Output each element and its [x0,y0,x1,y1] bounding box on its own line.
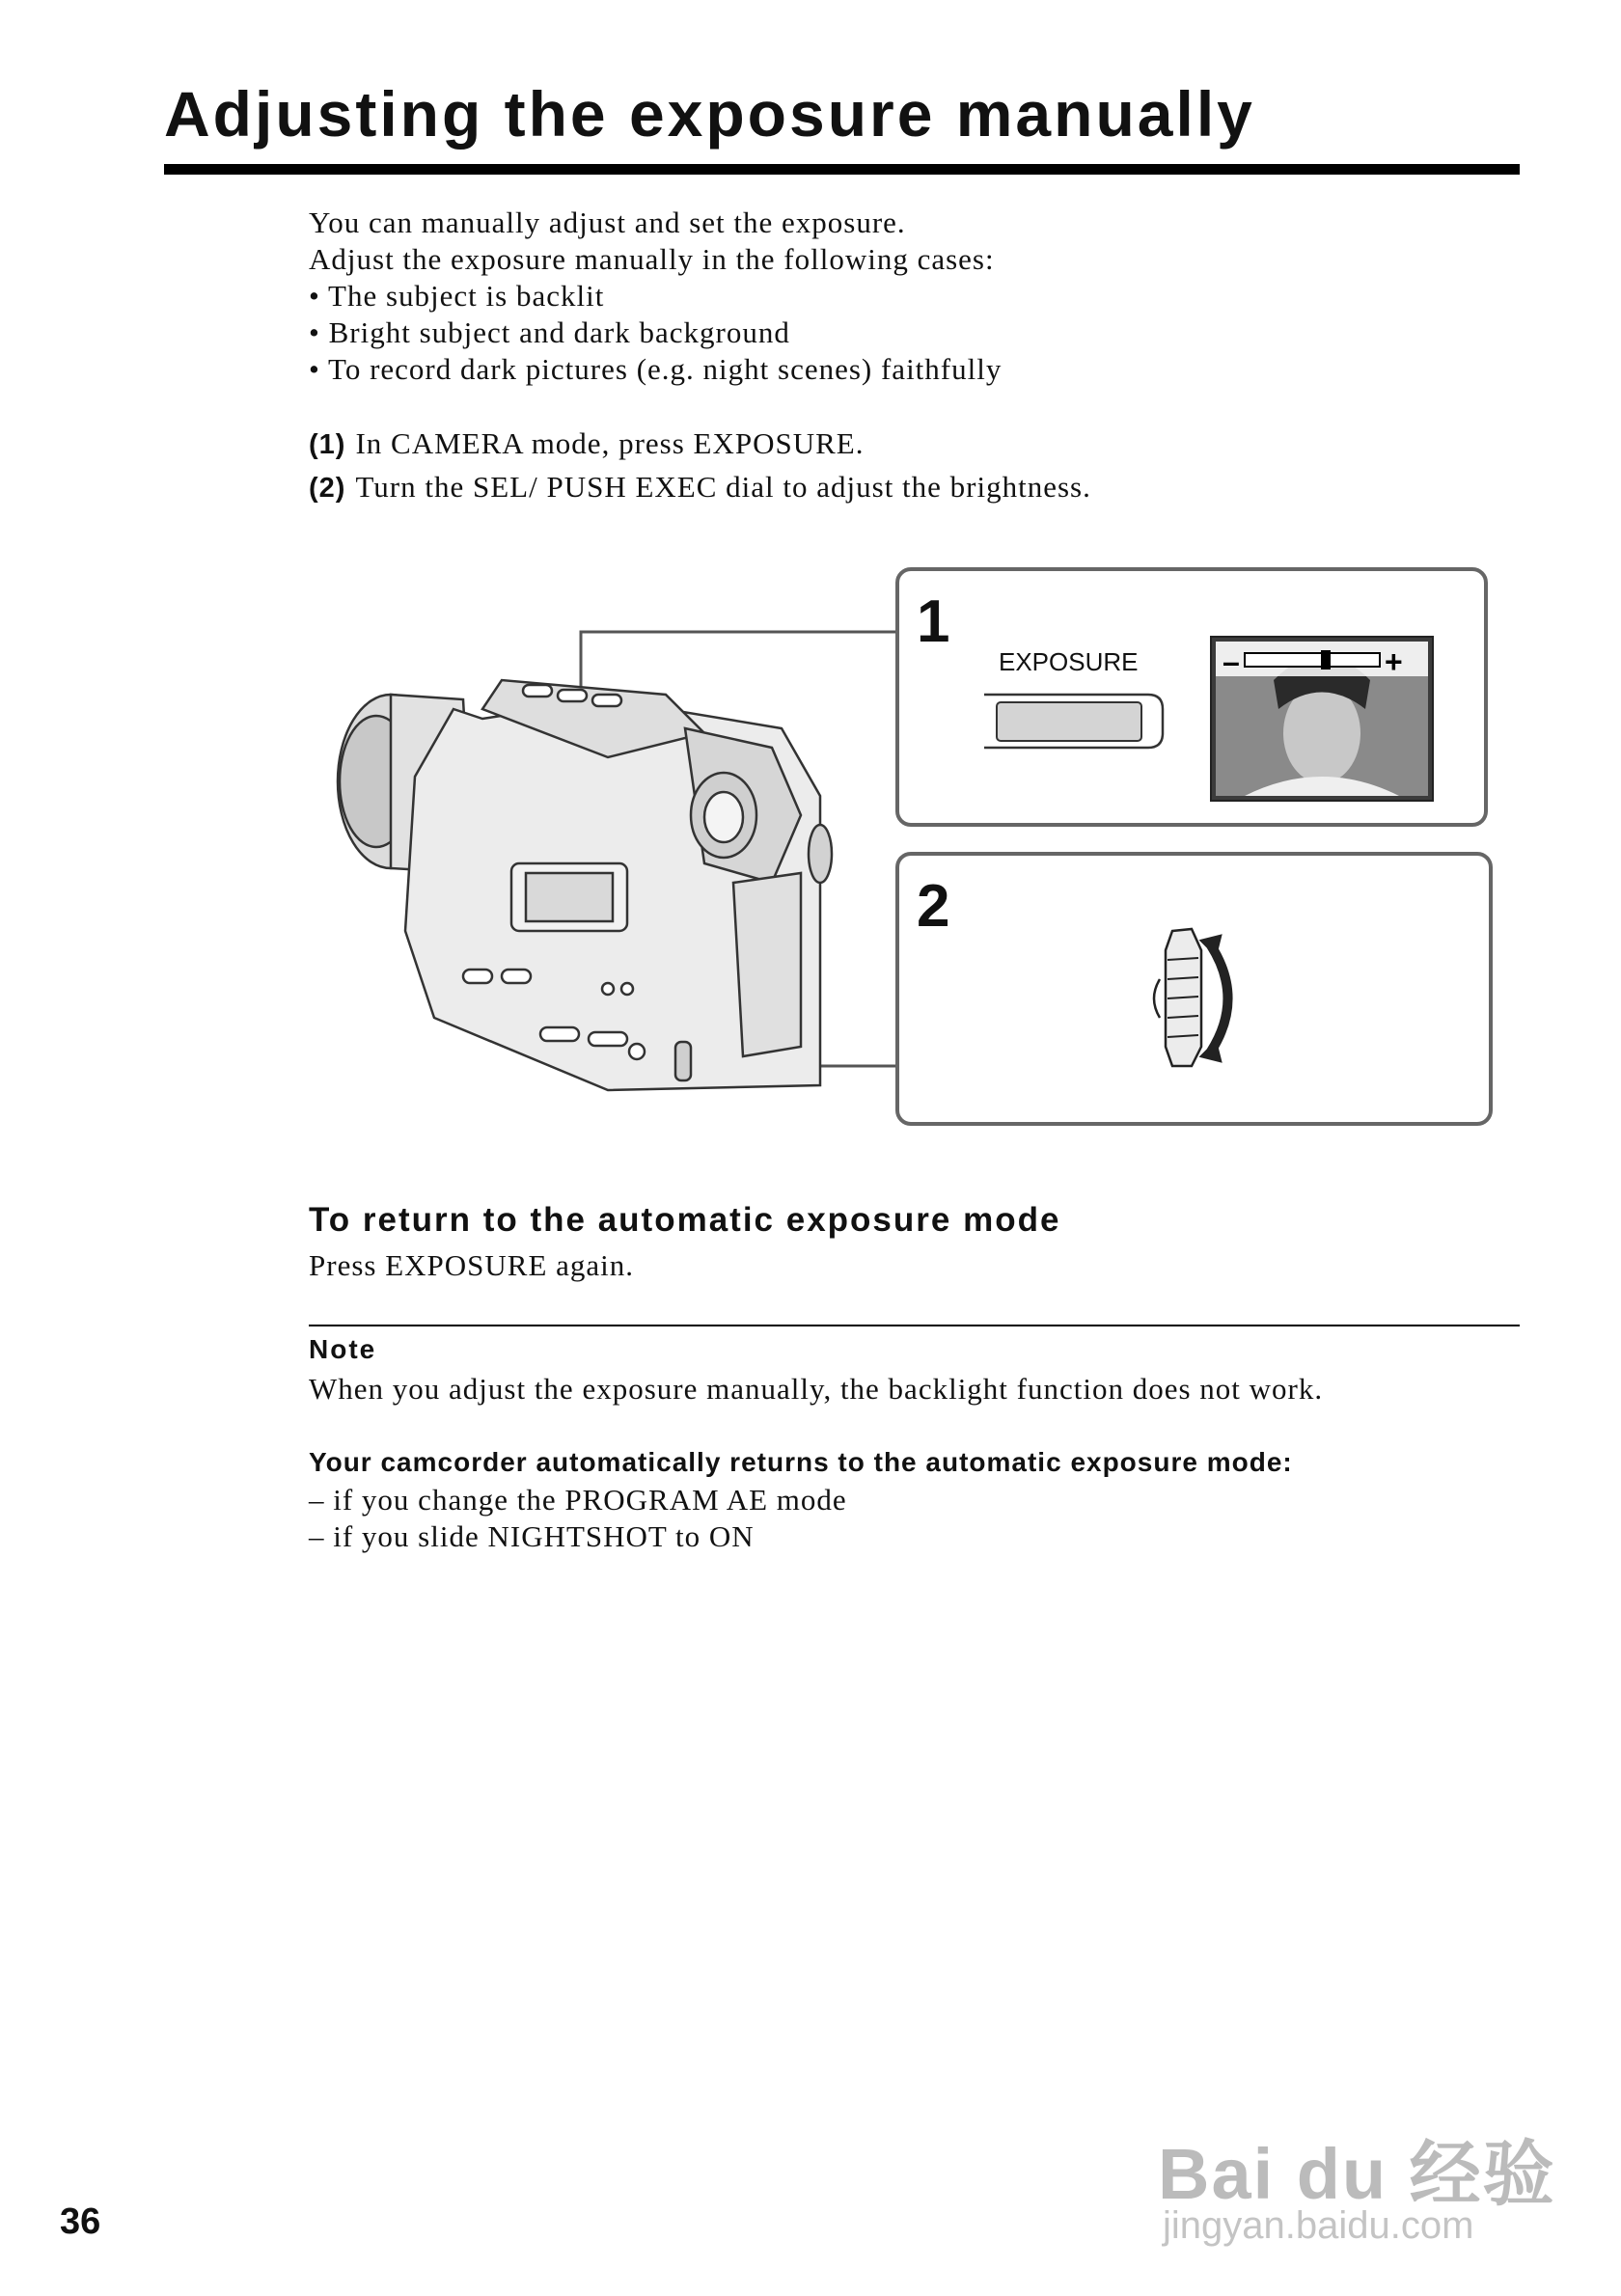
exposure-level-bar [1245,653,1380,667]
intro-line: You can manually adjust and set the exposure. [309,205,906,239]
camcorder-illustration [338,680,832,1090]
note-heading: Note [309,1334,377,1364]
bullet-item: • Bright subject and dark background [309,315,790,349]
section-heading: To return to the automatic exposure mode [309,1201,1061,1239]
note-rule [309,1325,1520,1326]
watermark-brand: Bai du 经验 [1158,2134,1556,2214]
minus-sign: – [1223,644,1240,679]
plus-sign: + [1385,644,1403,679]
step-number: (2) [309,473,346,504]
bullet-item: • To record dark pictures (e.g. night scenes) faithfully [309,352,1003,386]
auto-return-list [309,1482,847,1555]
step-text: In CAMERA mode, press EXPOSURE. [355,426,865,460]
steps-list [309,423,1091,509]
watermark-url: jingyan.baidu.com [1163,2204,1474,2247]
exposure-button-label: EXPOSURE [999,647,1139,676]
intro-paragraph [309,205,1467,388]
step-1 [309,423,1091,466]
exposure-button [997,702,1141,741]
page-title: Adjusting the exposure manually [164,78,1255,150]
list-item: – if you slide NIGHTSHOT to ON [309,1519,755,1553]
step-text: Turn the SEL/ PUSH EXEC dial to adjust the brightness. [355,470,1091,504]
step-2 [309,466,1091,509]
title-rule [164,164,1520,175]
exposure-level-indicator [1321,650,1331,670]
section-text: Press EXPOSURE again. [309,1248,635,1282]
camcorder-figure [318,564,1505,1134]
page-number: 36 [60,2201,101,2242]
note-text: When you adjust the exposure manually, the backlight function does not work. [309,1372,1324,1406]
panel-2-number: 2 [917,873,950,940]
panel-1-number: 1 [917,588,950,655]
viewfinder-screen [1211,637,1433,801]
step-number: (1) [309,429,346,460]
bullet-item: • The subject is backlit [309,279,605,313]
list-item: – if you change the PROGRAM AE mode [309,1483,847,1517]
auto-return-heading: Your camcorder automatically returns to the automatic exposure mode: [309,1447,1293,1477]
intro-line: Adjust the exposure manually in the following cases: [309,242,995,276]
